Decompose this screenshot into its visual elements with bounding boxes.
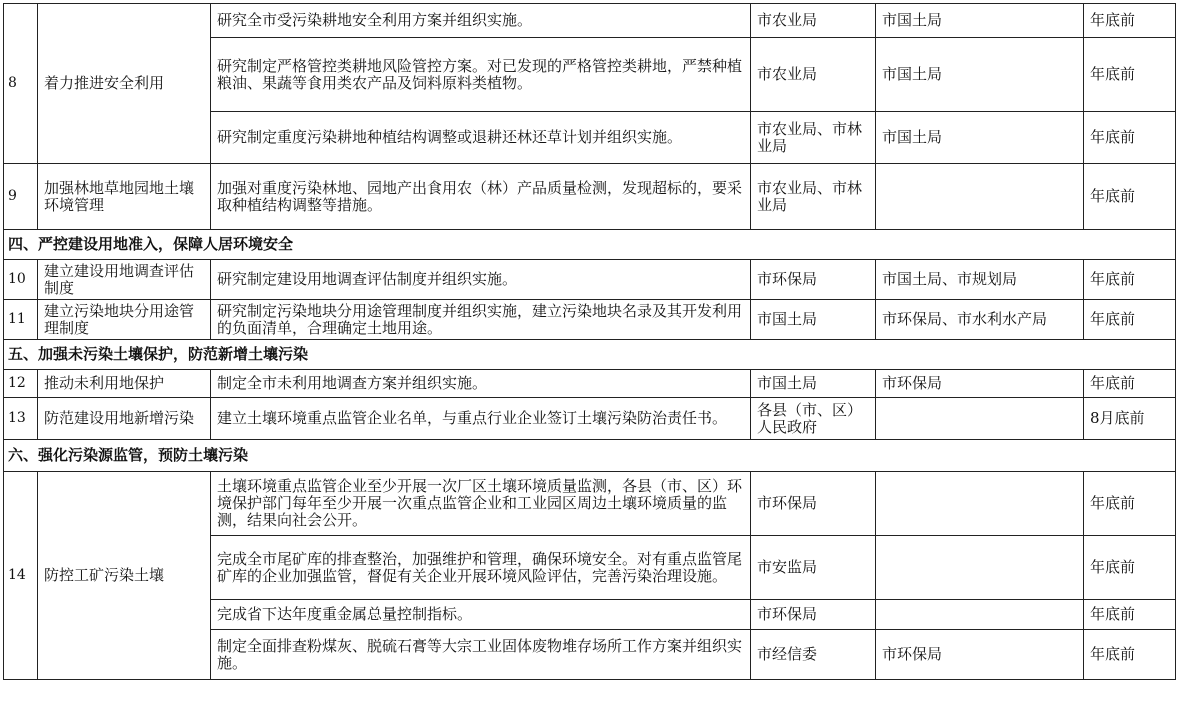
table-row [4,260,1176,300]
item-number: 11 [4,300,38,340]
table-row [4,398,1176,440]
assist-department: 市环保局、市水利水产局 [876,300,1084,340]
item-number: 8 [4,4,38,164]
task-name: 建立建设用地调查评估制度 [38,260,211,300]
deadline: 年底前 [1084,260,1176,300]
lead-department: 市国土局 [751,370,876,398]
item-number: 13 [4,398,38,440]
lead-department: 市国土局 [751,300,876,340]
assist-department [876,472,1084,536]
task-name: 加强林地草地园地土壤环境管理 [38,164,211,230]
lead-department: 市农业局、市林业局 [751,164,876,230]
deadline: 年底前 [1084,536,1176,600]
task-content: 建立土壤环境重点监管企业名单，与重点行业企业签订土壤污染防治责任书。 [211,398,751,440]
item-number: 12 [4,370,38,398]
task-content: 研究制定建设用地调查评估制度并组织实施。 [211,260,751,300]
lead-department: 市环保局 [751,600,876,630]
assist-department: 市国土局 [876,4,1084,38]
lead-department: 市经信委 [751,630,876,680]
section-heading: 四、严控建设用地准入，保障人居环境安全 [4,230,1176,260]
table-row [4,472,1176,536]
table-row [4,300,1176,340]
section-row [4,440,1176,472]
task-content: 完成省下达年度重金属总量控制指标。 [211,600,751,630]
section-row [4,340,1176,370]
lead-department: 市农业局、市林业局 [751,112,876,164]
task-content: 研究制定严格管控类耕地风险管控方案。对已发现的严格管控类耕地，严禁种植粮油、果蔬等食用类农产品及饲料原料类植物。 [211,38,751,112]
task-name: 着力推进安全利用 [38,4,211,164]
item-number: 9 [4,164,38,230]
deadline: 年底前 [1084,4,1176,38]
assist-department [876,600,1084,630]
assist-department: 市环保局 [876,370,1084,398]
task-name: 防控工矿污染土壤 [38,472,211,680]
item-number: 10 [4,260,38,300]
item-number: 14 [4,472,38,680]
task-content: 完成全市尾矿库的排查整治，加强维护和管理，确保环境安全。对有重点监管尾矿库的企业加强监管，督促有关企业开展环境风险评估，完善污染治理设施。 [211,536,751,600]
assist-department: 市国土局 [876,38,1084,112]
task-name: 推动未利用地保护 [38,370,211,398]
task-content: 制定全面排查粉煤灰、脱硫石膏等大宗工业固体废物堆存场所工作方案并组织实施。 [211,630,751,680]
deadline: 年底前 [1084,112,1176,164]
section-row [4,230,1176,260]
lead-department: 市环保局 [751,472,876,536]
lead-department: 市农业局 [751,4,876,38]
task-table [3,3,1176,680]
deadline: 8月底前 [1084,398,1176,440]
assist-department: 市环保局 [876,630,1084,680]
task-name: 防范建设用地新增污染 [38,398,211,440]
deadline: 年底前 [1084,472,1176,536]
task-name: 建立污染地块分用途管理制度 [38,300,211,340]
deadline: 年底前 [1084,300,1176,340]
lead-department: 各县（市、区）人民政府 [751,398,876,440]
lead-department: 市安监局 [751,536,876,600]
deadline: 年底前 [1084,164,1176,230]
task-content: 土壤环境重点监管企业至少开展一次厂区土壤环境质量监测，各县（市、区）环境保护部门每年至少开展一次重点监管企业和工业园区周边土壤环境质量的监测，结果向社会公开。 [211,472,751,536]
task-content: 研究全市受污染耕地安全利用方案并组织实施。 [211,4,751,38]
lead-department: 市环保局 [751,260,876,300]
deadline: 年底前 [1084,38,1176,112]
task-content: 研究制定污染地块分用途管理制度并组织实施，建立污染地块名录及其开发利用的负面清单，合理确定土地用途。 [211,300,751,340]
assist-department: 市国土局 [876,112,1084,164]
deadline: 年底前 [1084,370,1176,398]
task-content: 加强对重度污染林地、园地产出食用农（林）产品质量检测，发现超标的，要采取种植结构调整等措施。 [211,164,751,230]
table-row [4,370,1176,398]
assist-department: 市国土局、市规划局 [876,260,1084,300]
assist-department [876,164,1084,230]
section-heading: 六、强化污染源监管，预防土壤污染 [4,440,1176,472]
task-table-body [4,4,1176,680]
table-row [4,164,1176,230]
deadline: 年底前 [1084,600,1176,630]
assist-department [876,398,1084,440]
assist-department [876,536,1084,600]
task-content: 制定全市未利用地调查方案并组织实施。 [211,370,751,398]
table-row [4,4,1176,38]
deadline: 年底前 [1084,630,1176,680]
lead-department: 市农业局 [751,38,876,112]
task-content: 研究制定重度污染耕地种植结构调整或退耕还林还草计划并组织实施。 [211,112,751,164]
section-heading: 五、加强未污染土壤保护，防范新增土壤污染 [4,340,1176,370]
